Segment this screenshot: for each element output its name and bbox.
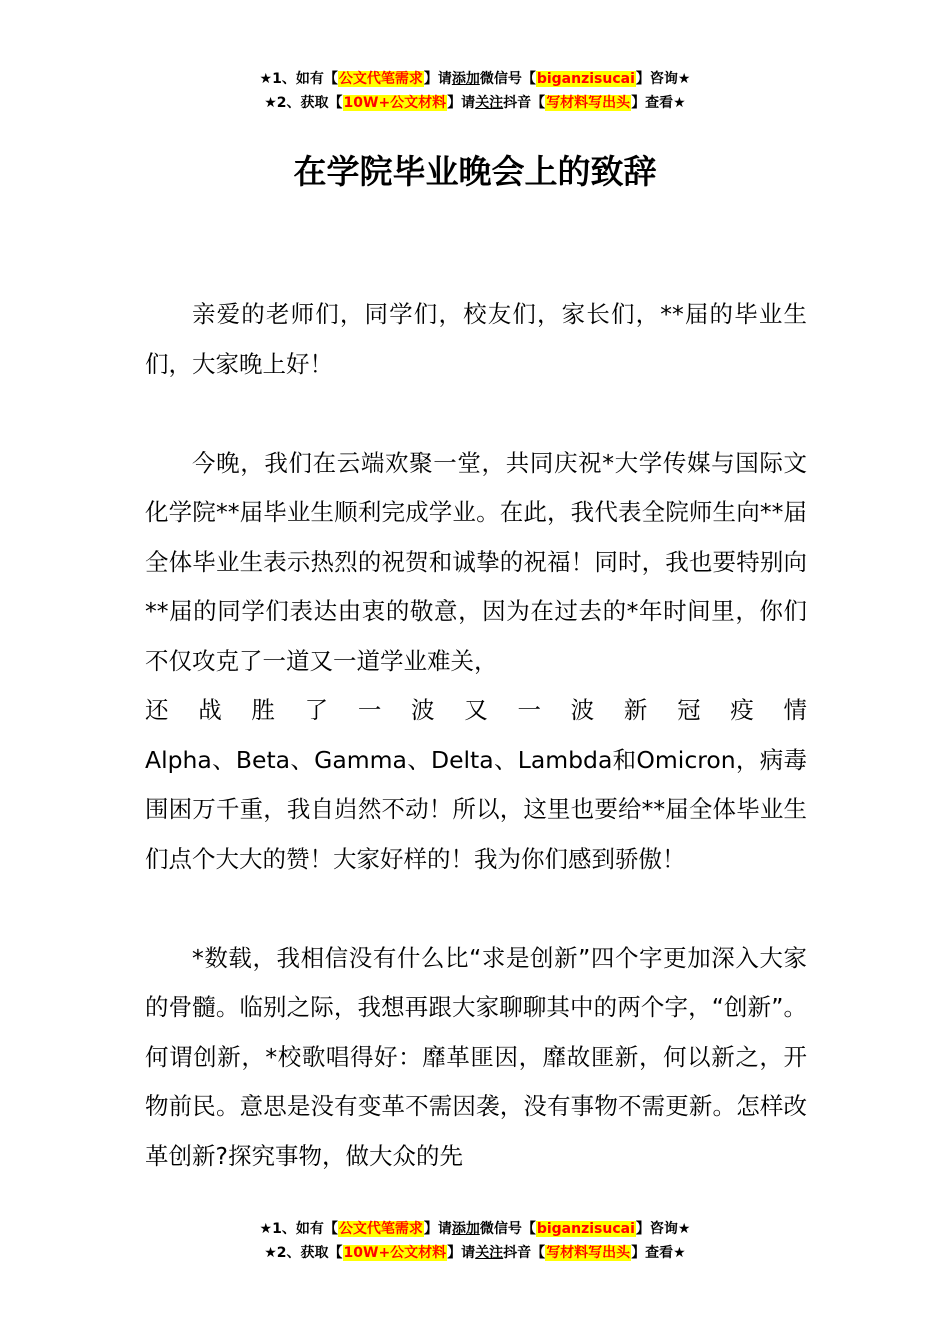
banner-line-2	[0, 1241, 950, 1265]
banner-text: 微信号【	[479, 1221, 536, 1237]
banner-line-1	[0, 1217, 950, 1241]
header-banner	[0, 67, 950, 115]
banner-text: ★2、获取【	[264, 1245, 343, 1261]
banner-text: 】请	[447, 95, 476, 111]
banner-text: 】咨询★	[635, 71, 691, 87]
paragraph-greeting: 亲爱的老师们，同学们，校友们，家长们，**届的毕业生们，大家晚上好！	[145, 300, 807, 378]
banner-highlight: 10W+公文材料	[343, 1245, 447, 1261]
banner-text: 】请	[447, 1245, 476, 1261]
banner-highlight: 写材料写出头	[546, 1245, 631, 1261]
banner-text: 抖音【	[503, 1245, 546, 1261]
banner-underlined: 添加	[451, 71, 480, 87]
footer-banner	[0, 1217, 950, 1265]
banner-highlight: 10W+公文材料	[343, 95, 447, 111]
banner-line-2	[0, 91, 950, 115]
banner-text: ★2、获取【	[264, 95, 343, 111]
banner-highlight: 公文代笔需求	[338, 1221, 423, 1237]
banner-highlight: 写材料写出头	[546, 95, 631, 111]
banner-text: 】请	[423, 71, 452, 87]
paragraph-segment: 今晚，我们在云端欢聚一堂，共同庆祝*大学传媒与国际文化学院**届毕业生顺利完成学业。在此，我代表全院师生向**届全体毕业生表示热烈的祝贺和诚挚的祝福！同时，我也要特别向**届的同学们表达由衷的敬意，因为在过去的*年时间里，你们不仅攻克了一道又一道学业难关，	[145, 448, 807, 675]
banner-highlight: biganzisucai	[536, 71, 635, 87]
document-title: 在学院毕业晚会上的致辞	[293, 152, 657, 191]
banner-text: 】咨询★	[635, 1221, 691, 1237]
banner-highlight: biganzisucai	[536, 1221, 635, 1237]
banner-text: 抖音【	[503, 95, 546, 111]
banner-text: 】查看★	[631, 95, 686, 111]
banner-line-1	[0, 67, 950, 91]
banner-text: 微信号【	[479, 71, 536, 87]
banner-underlined: 添加	[451, 1221, 480, 1237]
paragraph-innovation: *数载，我相信没有什么比“求是创新”四个字更加深入大家的骨髓。临别之际，我想再跟大家聊聊其中的两个字，“创新”。何谓创新，*校歌唱得好：靡革匪因，靡故匪新，何以新之，开物前民。意思是没有变革不需因袭，没有事物不需更新。怎样改革创新?探究事物，做大众的先	[145, 943, 807, 1170]
paragraph-celebration	[145, 439, 807, 885]
banner-underlined: 关注	[475, 95, 504, 111]
banner-text: ★1、如有【	[259, 1221, 338, 1237]
banner-text: ★1、如有【	[259, 71, 338, 87]
document-body	[145, 290, 807, 1231]
paragraph-segment-justified: 还战胜了一波又一波新冠疫情	[145, 696, 807, 724]
banner-underlined: 关注	[475, 1245, 504, 1261]
banner-text: 】查看★	[631, 1245, 686, 1261]
paragraph-segment: Alpha、Beta、Gamma、Delta、Lambda和Omicron，病毒围困万千重，我自岿然不动！所以，这里也要给**届全体毕业生们点个大大的赞！大家好样的！我为你们感到骄傲！	[145, 745, 807, 873]
banner-highlight: 公文代笔需求	[338, 71, 423, 87]
banner-text: 】请	[423, 1221, 452, 1237]
